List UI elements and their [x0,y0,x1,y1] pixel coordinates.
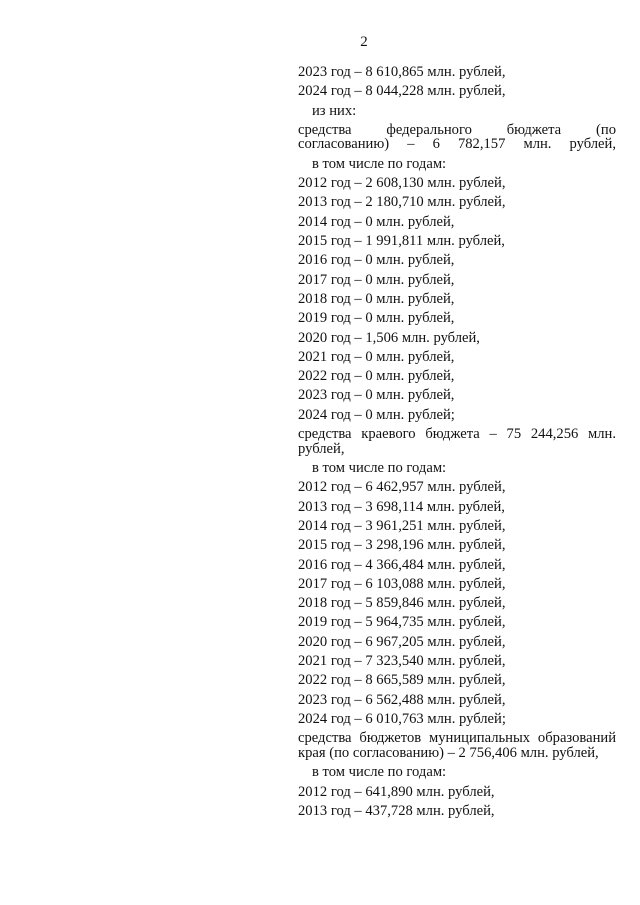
federal-year-line: 2022 год – 0 млн. рублей, [298,368,455,385]
federal-year-line: 2021 год – 0 млн. рублей, [298,348,455,365]
regional-year-line: 2013 год – 3 698,114 млн. рублей, [298,498,505,515]
regional-year-line: 2017 год – 6 103,088 млн. рублей, [298,575,506,592]
of-them-label: из них: [312,102,357,119]
federal-year-line: 2015 год – 1 991,811 млн. рублей, [298,233,505,250]
total-2024-line: 2024 год – 8 044,228 млн. рублей, [298,83,506,100]
document-body [298,63,616,821]
federal-year-line: 2016 год – 0 млн. рублей, [298,252,455,269]
federal-year-line: 2024 год – 0 млн. рублей; [298,406,455,423]
regional-year-line: 2020 год – 6 967,205 млн. рублей, [298,633,506,650]
regional-budget-paragraph: средства краевого бюджета – 75 244,256 млн. рублей, [298,426,616,457]
federal-year-line: 2019 год – 0 млн. рублей, [298,310,455,327]
federal-year-line: 2017 год – 0 млн. рублей, [298,271,455,288]
regional-year-line: 2018 год – 5 859,846 млн. рублей, [298,595,506,612]
total-2023-line: 2023 год – 8 610,865 млн. рублей, [298,64,506,80]
regional-by-years-label: в том числе по годам: [312,460,447,477]
regional-year-line: 2024 год – 6 010,763 млн. рублей; [298,710,506,727]
regional-year-line: 2019 год – 5 964,735 млн. рублей, [298,614,506,631]
regional-year-line: 2014 год – 3 961,251 млн. рублей, [298,517,506,534]
municipal-year-line: 2013 год – 437,728 млн. рублей, [298,802,495,819]
federal-budget-paragraph: средства федерального бюджета (по согласованию) – 6 782,157 млн. рублей, [298,121,616,153]
regional-year-line: 2015 год – 3 298,196 млн. рублей, [298,537,506,554]
regional-year-line: 2021 год – 7 323,540 млн. рублей, [298,653,506,670]
federal-by-years-label: в том числе по годам: [312,155,447,172]
federal-year-line: 2014 год – 0 млн. рублей, [298,213,455,230]
municipal-budget-paragraph: средства бюджетов муниципальных образований края (по согласованию) – 2 756,406 млн. рублей, [298,730,616,761]
municipal-by-years-label: в том числе по годам: [312,764,447,781]
federal-year-line: 2018 год – 0 млн. рублей, [298,290,455,307]
regional-year-line: 2022 год – 8 665,589 млн. рублей, [298,672,506,689]
regional-year-line: 2012 год – 6 462,957 млн. рублей, [298,479,506,496]
municipal-year-line: 2012 год – 641,890 млн. рублей, [298,783,495,800]
page-number: 2 [360,34,368,50]
federal-year-line: 2012 год – 2 608,130 млн. рублей, [298,175,506,192]
regional-year-line: 2016 год – 4 366,484 млн. рублей, [298,556,506,573]
federal-year-line: 2020 год – 1,506 млн. рублей, [298,329,480,346]
federal-year-line: 2013 год – 2 180,710 млн. рублей, [298,194,506,211]
regional-year-line: 2023 год – 6 562,488 млн. рублей, [298,691,506,708]
federal-year-line: 2023 год – 0 млн. рублей, [298,387,455,404]
